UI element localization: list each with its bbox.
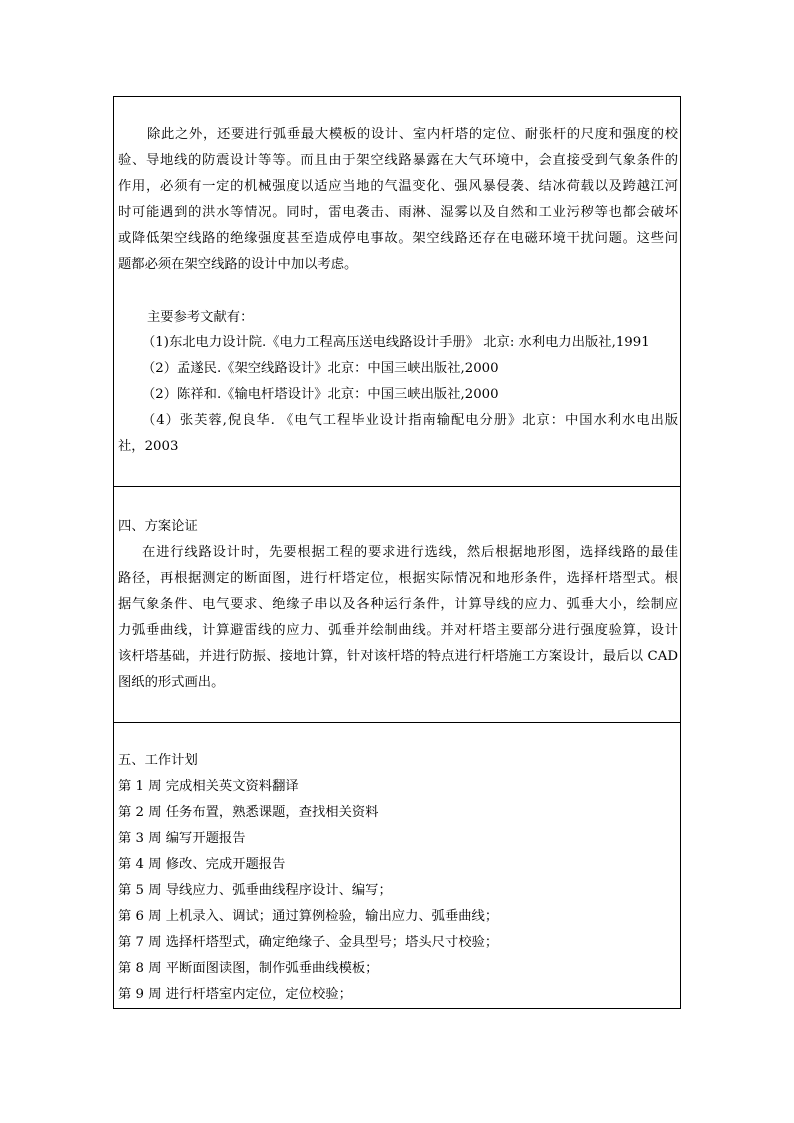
schedule-item: 第 7 周 选择杆塔型式，确定绝缘子、金具型号；塔头尺寸校验；: [118, 935, 499, 950]
section-divider-2: [113, 722, 681, 723]
paragraph-line: 题都必须在架空线路的设计中加以考虑。: [118, 257, 358, 272]
table-bottom-border: [113, 1008, 681, 1009]
paragraph-line: 该杆塔基础，并进行防振、接地计算，针对该杆塔的特点进行杆塔施工方案设计，最后以 CAD: [118, 649, 678, 664]
paragraph-line: 据气象条件、电气要求、绝缘子串以及各种运行条件，计算导线的应力、弧垂大小，绘制应: [118, 597, 678, 612]
reference-item: （4）张芙蓉,倪良华. 《电气工程毕业设计指南输配电分册》北京：中国水利水电出版: [142, 413, 678, 428]
schedule-item: 第 6 周 上机录入、调试；通过算例检验，输出应力、弧垂曲线；: [118, 909, 499, 924]
schedule-item: 第 3 周 编写开题报告: [118, 831, 246, 846]
paragraph-line: 验、导地线的防震设计等等。而且由于架空线路暴露在大气环境中，会直接受到气象条件的: [118, 153, 678, 168]
reference-item: （1)东北电力设计院.《电力工程高压送电线路设计手册》 北京: 水利电力出版社,1991: [142, 335, 650, 350]
paragraph-line: 除此之外，还要进行弧垂最大模板的设计、室内杆塔的定位、耐张杆的尺度和强度的校: [147, 127, 678, 142]
section-heading: 五、工作计划: [118, 753, 198, 768]
paragraph-line: 图纸的形式画出。: [118, 675, 225, 690]
section-divider-1: [113, 486, 681, 487]
paragraph-line: 路径，再根据测定的断面图，进行杆塔定位，根据实际情况和地形条件，选择杆塔型式。根: [118, 571, 678, 586]
reference-item: （2）陈祥和.《输电杆塔设计》北京：中国三峡出版社,2000: [142, 387, 499, 402]
schedule-item: 第 1 周 完成相关英文资料翻译: [118, 779, 299, 794]
schedule-item: 第 9 周 进行杆塔室内定位，定位校验；: [118, 987, 352, 1002]
reference-item-continued: 社，2003: [118, 439, 179, 454]
paragraph-line: 力弧垂曲线，计算避雷线的应力、弧垂并绘制曲线。并对杆塔主要部分进行强度验算，设计: [118, 623, 678, 638]
references-title: 主要参考文献有：: [147, 310, 254, 325]
paragraph-line: 或降低架空线路的绝缘强度甚至造成停电事故。架空线路还存在电磁环境干扰问题。这些问: [118, 231, 678, 246]
paragraph-line: 在进行线路设计时，先要根据工程的要求进行选线，然后根据地形图，选择线路的最佳: [142, 545, 678, 560]
schedule-item: 第 4 周 修改、完成开题报告: [118, 857, 286, 872]
schedule-item: 第 5 周 导线应力、弧垂曲线程序设计、编写；: [118, 883, 392, 898]
reference-item: （2）孟遂民.《架空线路设计》北京：中国三峡出版社,2000: [142, 361, 499, 376]
section-heading: 四、方案论证: [118, 519, 198, 534]
schedule-item: 第 8 周 平断面图读图，制作弧垂曲线模板；: [118, 961, 379, 976]
paragraph-line: 时可能遇到的洪水等情况。同时，雷电袭击、雨淋、湿雾以及自然和工业污秽等也都会破坏: [118, 205, 678, 220]
schedule-item: 第 2 周 任务布置，熟悉课题，查找相关资料: [118, 805, 379, 820]
table-top-border: [113, 96, 681, 97]
paragraph-line: 作用，必须有一定的机械强度以适应当地的气温变化、强风暴侵袭、结冰荷载以及跨越江河: [118, 179, 678, 194]
